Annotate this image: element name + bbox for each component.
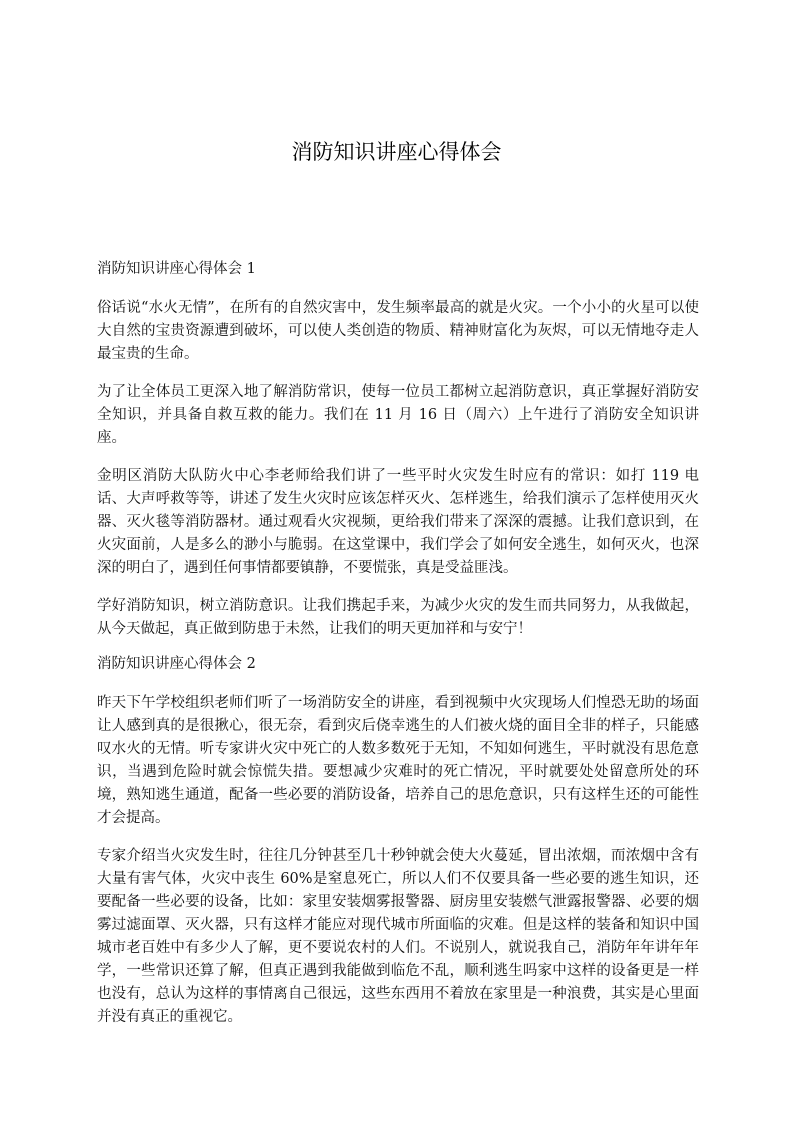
section-heading-2: 消防知识讲座心得体会 2 bbox=[97, 656, 256, 672]
document-title: 消防知识讲座心得体会 bbox=[291, 140, 502, 164]
paragraph: 学好消防知识，树立消防意识。让我们携起手来，为减少火灾的发生而共同努力，从我做起，从今天做起，真正做到防患于未然，让我们的明天更加祥和与安宁！ bbox=[97, 598, 699, 637]
paragraph: 昨天下午学校组织老师们听了一场消防安全的讲座，看到视频中火灾现场人们惶恐无助的场面让人感到真的是很揪心，很无奈，看到灾后侥幸逃生的人们被火烧的面目全非的样子，只能感叹水火的无情。听专家讲火灾中死亡的人数多数死于无知，不知如何逃生，平时就没有思危意识，当遇到危险时就会惊慌失措。要想减少灾难时的死亡情况，平时就要处处留意所处的环境，熟知逃生通道，配备一些必要的消防设备，培养自己的思危意识，只有这样生还的可能性才会提高。 bbox=[97, 695, 699, 826]
paragraph: 专家介绍当火灾发生时，往往几分钟甚至几十秒钟就会使大火蔓延，冒出浓烟，而浓烟中含有大量有害气体，火灾中丧生 60%是窒息死亡，所以人们不仅要具备一些必要的逃生知识，还要配备一些必要的设备，比如：家里安装烟雾报警器、厨房里安装燃气泄露报警器、必要的烟雾过滤面罩、灭火器，只有这样才能应对现代城市所面临的灾难。但是这样的装备和知识中国城市老百姓中有多少人了解，更不要说农村的人们。不说别人，就说我自己，消防年年讲年年学，一些常识还算了解，但真正遇到我能做到临危不乱，顺利逃生吗家中这样的设备更是一样也没有，总认为这样的事情离自己很远，这些东西用不着放在家里是一种浪费，其实是心里面并没有真正的重视它。 bbox=[97, 848, 699, 1025]
paragraph: 金明区消防大队防火中心李老师给我们讲了一些平时火灾发生时应有的常识：如打 119 电话、大声呼救等等，讲述了发生火灾时应该怎样灭火、怎样逃生，给我们演示了怎样使用灭火器、灭火毯等消防器材。通过观看火灾视频，更给我们带来了深深的震撼。让我们意识到，在火灾面前，人是多么的渺小与脆弱。在这堂课中，我们学会了如何安全逃生，如何灭火，也深深的明白了，遇到任何事情都要镇静，不要慌张，真是受益匪浅。 bbox=[97, 468, 699, 576]
document-body bbox=[97, 258, 699, 1044]
paragraph: 为了让全体员工更深入地了解消防常识，使每一位员工都树立起消防意识，真正掌握好消防安全知识，并具备自救互救的能力。我们在 11 月 16 日（周六）上午进行了消防安全知识讲座。 bbox=[97, 384, 699, 446]
paragraph: 俗话说“水火无情”，在所有的自然灾害中，发生频率最高的就是火灾。一个小小的火星可以使大自然的宝贵资源遭到破坏，可以使人类创造的物质、精神财富化为灰烬，可以无情地夺走人最宝贵的生命。 bbox=[97, 300, 699, 362]
section-heading-1: 消防知识讲座心得体会 1 bbox=[97, 261, 256, 277]
